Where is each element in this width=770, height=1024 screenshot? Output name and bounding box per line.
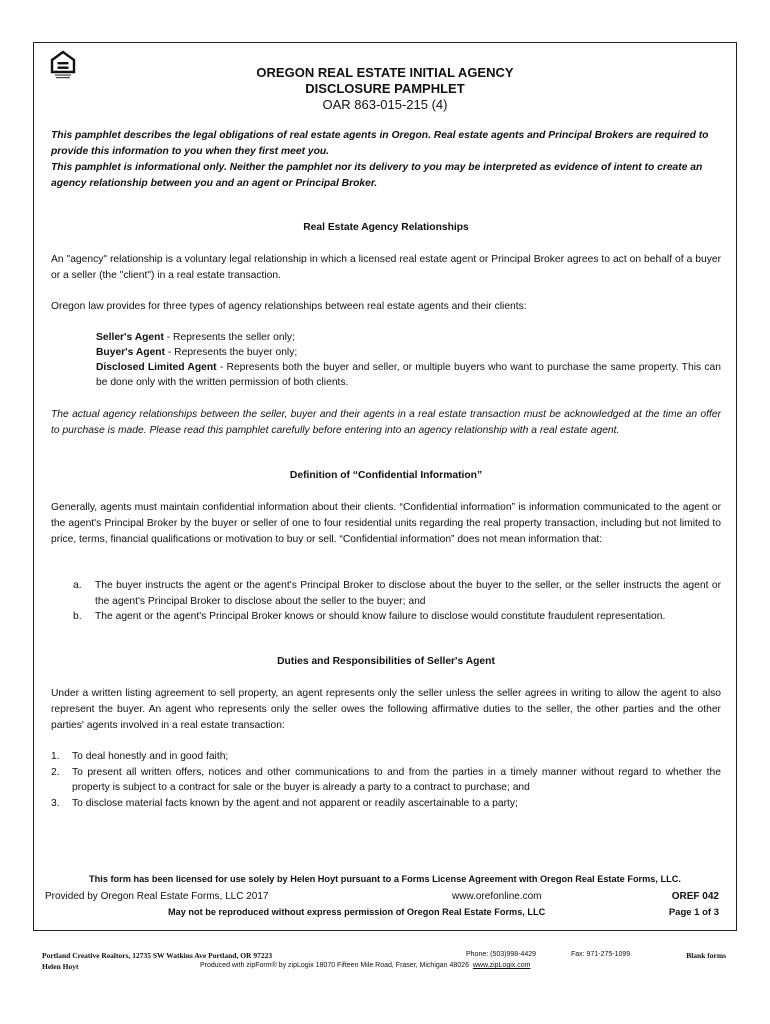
agency-type-buyers-agent: Buyer's Agent - Represents the buyer only; xyxy=(96,347,298,358)
intro-text xyxy=(51,128,721,192)
relationships-paragraph-2: Oregon law provides for three types of agency relationships between real estate agents and their clients: xyxy=(51,301,527,312)
rule-reference: OAR 863-015-215 (4) xyxy=(322,97,448,112)
document-title-line2: DISCLOSURE PAMPHLET xyxy=(305,81,465,96)
duties-heading: Duties and Responsibilities of Seller's Agent xyxy=(277,656,495,667)
acknowledgement-note: The actual agency relationships between the seller, buyer and their agents in a real estate transaction must be acknowledged at the time an offer to purchase is made. Please read this pamphlet carefully before entering into an agency relationship with a real estate agent. xyxy=(51,409,721,436)
confidential-paragraph: Generally, agents must maintain confidential information about their clients. “Confidential information” is information communicated to the agent or the agent's Principal Broker by the buyer or seller of one to four residential units regarding the real property transaction, including but not limited to price, terms, financial qualifications or motivation to buy or sell. “Confidential information” does not mean information that: xyxy=(51,502,721,545)
list-item: 2. To present all written offers, notices and other communications to and from the parties in a timely manner without regard to whether the property is subject to a contract for sale or the buyer is already a party to a contract to purchase; and xyxy=(51,766,721,793)
company-address: Portland Creative Realtors, 12735 SW Watkins Ave Portland, OR 97223 xyxy=(42,951,273,960)
produced-with: Produced with zipForm® by zipLogix 18070 Fifteen Mile Road, Fraser, Michigan 48026 www.zipLogix.com xyxy=(200,962,531,969)
list-item: 3. To disclose material facts known by the agent and not apparent or readily ascertainable to a party; xyxy=(51,797,518,809)
reproduction-notice: May not be reproduced without express permission of Oregon Real Estate Forms, LLC xyxy=(168,907,546,917)
list-item: a. The buyer instructs the agent or the agent's Principal Broker to disclose about the buyer to the seller, or the seller instructs the agent or the agent's Principal Broker to disclose about the seller to the buyer; and xyxy=(73,580,721,607)
document-title-line1: OREGON REAL ESTATE INITIAL AGENCY xyxy=(256,65,514,80)
list-item: 1. To deal honestly and in good faith; xyxy=(51,751,229,762)
ziplogix-link[interactable]: www.zipLogix.com xyxy=(472,962,531,969)
list-item: b. The agent or the agent's Principal Broker knows or should know failure to disclose would constitute fraudulent representation. xyxy=(73,611,666,622)
phone-number: Phone: (503)998-4429 xyxy=(466,951,537,958)
form-code: OREF 042 xyxy=(671,891,719,902)
duties-paragraph: Under a written listing agreement to sell property, an agent represents only the seller unless the seller agrees in writing to allow the agent to also represent the buyer. An agent who represents only the seller owes the following affirmative duties to the seller, the other parties and the other parties' agents involved in a real estate transaction: xyxy=(51,688,721,731)
confidential-exceptions-list xyxy=(51,578,721,625)
relationships-paragraph-1: An "agency" relationship is a voluntary legal relationship in which a licensed real estate agent or Principal Broker agrees to act on behalf of a buyer or a seller (the "client") in a real estate transaction. xyxy=(51,254,721,281)
intro-paragraph-1: This pamphlet describes the legal obligations of real estate agents in Oregon. Real estate agents and Principal Brokers are required to provide this information to you when they first meet you. xyxy=(51,130,709,157)
page-number: Page 1 of 3 xyxy=(668,907,719,918)
website-link[interactable]: www.orefonline.com xyxy=(452,891,542,902)
duties-list xyxy=(51,749,721,811)
fax-number: Fax: 971-275-1099 xyxy=(571,951,631,958)
relationships-heading: Real Estate Agency Relationships xyxy=(303,222,469,233)
confidential-heading: Definition of “Confidential Information” xyxy=(289,470,483,481)
agency-type-disclosed-limited-agent: Disclosed Limited Agent - Represents both the buyer and seller, or multiple buyers who want to purchase the same property. This can be done only with the written permission of both clients. xyxy=(96,362,721,388)
agency-type-sellers-agent: Seller's Agent - Represents the seller only; xyxy=(96,332,295,343)
license-notice: This form has been licensed for use solely by Helen Hoyt pursuant to a Forms License Agreement with Oregon Real Estate Forms, LLC. xyxy=(89,874,681,884)
intro-paragraph-2: This pamphlet is informational only. Neither the pamphlet nor its delivery to you may be interpreted as evidence of intent to create an agency relationship between you and an agent or Principal Broker. xyxy=(51,162,703,189)
provided-by: Provided by Oregon Real Estate Forms, LLC 2017 xyxy=(45,891,269,902)
document-name: Blank forms xyxy=(686,951,726,960)
agency-types-list xyxy=(96,330,721,390)
agent-name: Helen Hoyt xyxy=(42,962,79,971)
